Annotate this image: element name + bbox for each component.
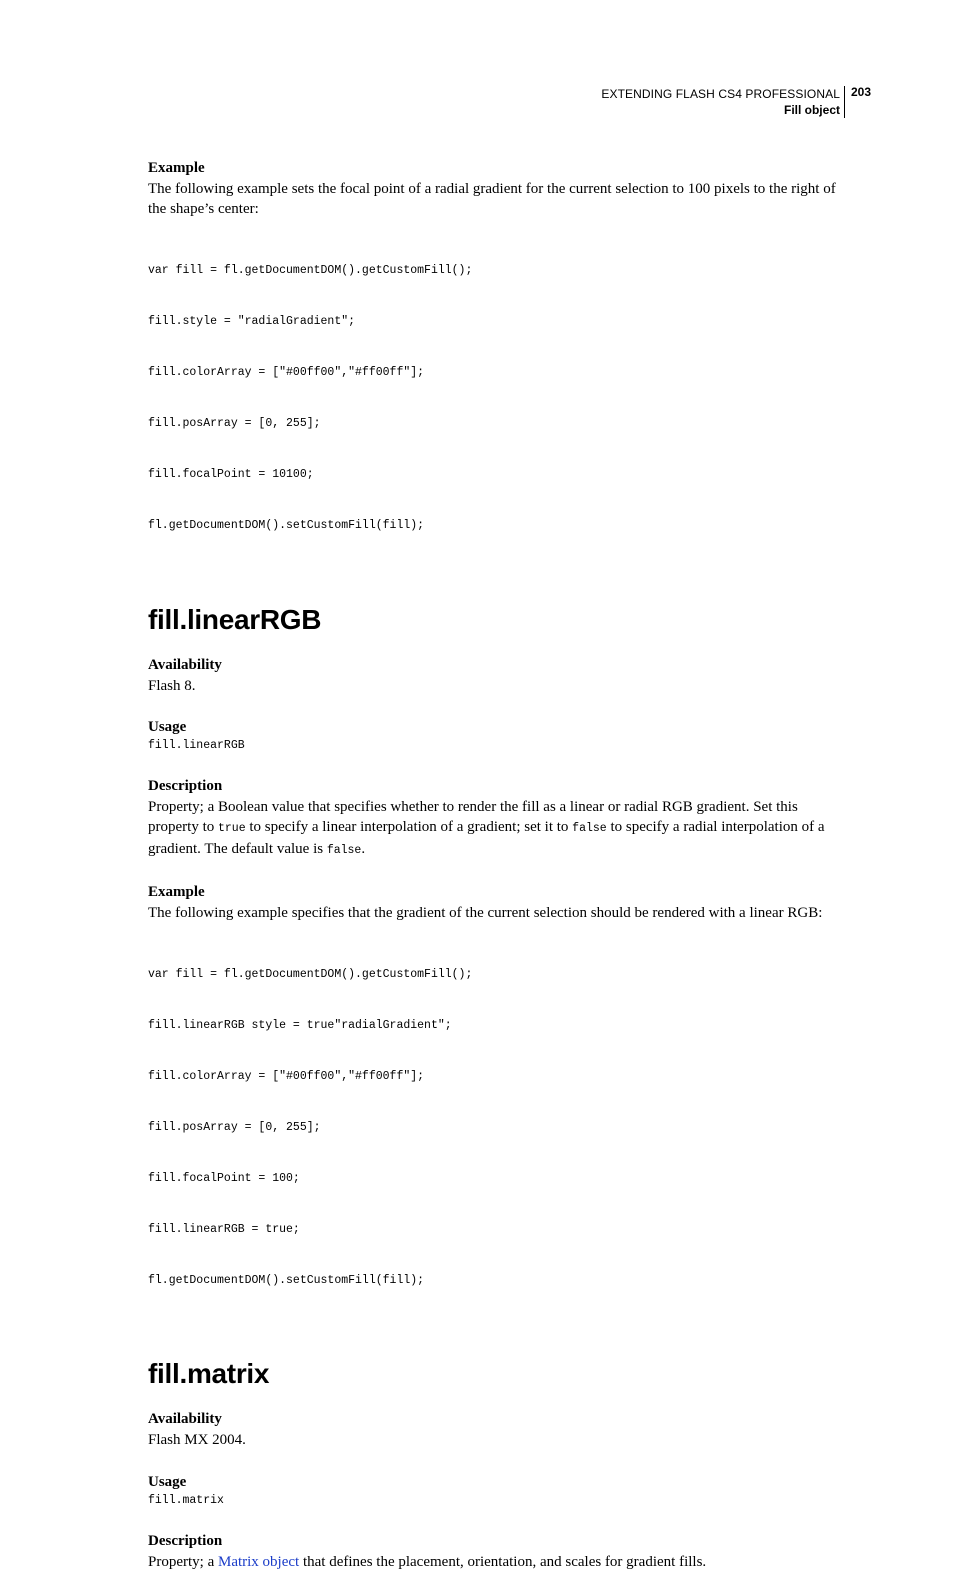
- example-heading: Example: [148, 160, 205, 176]
- availability-heading: Availability: [148, 1411, 222, 1427]
- description-heading: Description: [148, 1533, 223, 1549]
- code-block: [148, 228, 843, 568]
- description-heading: Description: [148, 778, 223, 794]
- desc-text: that defines the placement, orientation, and scales for gradient fills.: [299, 1554, 707, 1570]
- code-line: fl.getDocumentDOM().setCustomFill(fill);: [148, 1274, 425, 1287]
- code-line: fill.posArray = [0, 255];: [148, 417, 321, 430]
- section-title: Fill object: [783, 103, 840, 117]
- section-heading-matrix: fill.matrix: [148, 1358, 270, 1389]
- desc-text: .: [361, 841, 366, 857]
- availability-heading: Availability: [148, 657, 222, 673]
- desc-text: Property; a: [148, 1554, 218, 1570]
- code-line: fl.getDocumentDOM().setCustomFill(fill);: [148, 519, 425, 532]
- code-line: var fill = fl.getDocumentDOM().getCustomFill();: [148, 968, 473, 981]
- page-content: [148, 158, 843, 1572]
- example-text: The following example specifies that the gradient of the current selection should be rendered with a linear RGB:: [148, 905, 823, 921]
- code-line: fill.linearRGB = true;: [148, 1223, 300, 1236]
- usage-heading: Usage: [148, 1474, 187, 1490]
- description-text: [148, 797, 843, 861]
- running-header: [600, 86, 840, 118]
- header-divider: [844, 86, 845, 118]
- usage-code: fill.linearRGB: [148, 739, 245, 752]
- usage-heading: Usage: [148, 719, 187, 735]
- code-line: var fill = fl.getDocumentDOM().getCustomFill();: [148, 264, 473, 277]
- code-line: fill.focalPoint = 10100;: [148, 468, 314, 481]
- description-text: [148, 1552, 843, 1572]
- availability-text: Flash MX 2004.: [148, 1432, 246, 1448]
- code-line: fill.posArray = [0, 255];: [148, 1121, 321, 1134]
- code-line: fill.style = "radialGradient";: [148, 315, 356, 328]
- inline-code-true: true: [217, 822, 246, 835]
- desc-text: Property; a Boolean value that specifies whether to render the fill as a linear or radial RGB gradient. Set this property to: [148, 799, 798, 835]
- desc-text: to specify a linear interpolation of a gradient; set it to: [245, 819, 573, 835]
- example-heading: Example: [148, 884, 205, 900]
- usage-code: fill.matrix: [148, 1494, 224, 1507]
- page-number: 203: [851, 85, 872, 99]
- inline-code-false: false: [326, 844, 362, 857]
- code-line: fill.focalPoint = 100;: [148, 1172, 300, 1185]
- inline-code-false: false: [572, 822, 607, 835]
- section-heading-linearrgb: fill.linearRGB: [148, 604, 322, 635]
- code-block: [148, 932, 843, 1323]
- document-title: EXTENDING FLASH CS4 PROFESSIONAL: [601, 87, 840, 101]
- desc-text: to specify a radial interpolation of a gradient. The default value is: [148, 819, 825, 857]
- code-line: fill.colorArray = ["#00ff00","#ff00ff"];: [148, 1070, 425, 1083]
- example-text: The following example sets the focal point of a radial gradient for the current selection to 100 pixels to the right of the shape’s center:: [148, 181, 836, 217]
- matrix-object-link[interactable]: Matrix object: [217, 1554, 300, 1570]
- code-line: fill.linearRGB style = true"radialGradient";: [148, 1019, 452, 1032]
- availability-text: Flash 8.: [148, 678, 196, 694]
- code-line: fill.colorArray = ["#00ff00","#ff00ff"];: [148, 366, 425, 379]
